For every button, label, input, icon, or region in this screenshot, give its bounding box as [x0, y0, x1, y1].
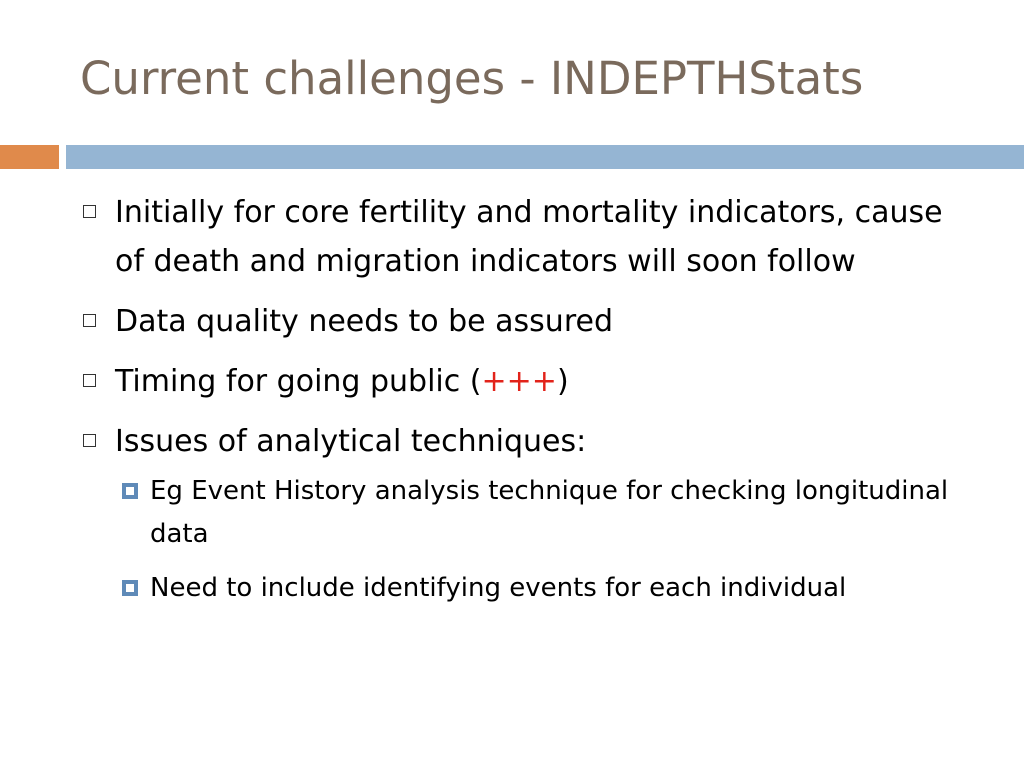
- bullet-item: [80, 417, 960, 466]
- bullet-text-part: Timing for going public (: [115, 364, 482, 399]
- sub-bullet-text: Need to include identifying events for each individual: [150, 573, 847, 603]
- hollow-square-icon: [83, 205, 96, 218]
- bullet-item: [80, 357, 960, 406]
- hollow-square-icon: [83, 314, 96, 327]
- emphasis-plus-marks: +++: [481, 364, 557, 399]
- bullet-text-part: ): [556, 364, 569, 399]
- bullet-text: Initially for core fertility and mortality indicators, cause of death and migration indicators will soon follow: [115, 195, 943, 279]
- sub-bullet-text: Eg Event History analysis technique for checking longitudinal data: [150, 476, 949, 549]
- bullet-item: [80, 297, 960, 346]
- hollow-square-icon: [83, 434, 96, 447]
- filled-square-icon: [122, 580, 138, 596]
- hollow-square-icon: [83, 374, 96, 387]
- slide-title: Current challenges - INDEPTHStats: [80, 52, 864, 105]
- bullet-text: Issues of analytical techniques:: [115, 424, 587, 459]
- title-rule-accent-left: [0, 145, 59, 169]
- bullet-text: Data quality needs to be assured: [115, 304, 613, 339]
- bullet-item: [80, 188, 960, 286]
- filled-square-icon: [122, 483, 138, 499]
- sub-bullet-item: [80, 470, 960, 556]
- sub-bullet-item: [80, 567, 960, 610]
- slide-content: [80, 188, 960, 621]
- title-rule-accent-right: [66, 145, 1024, 169]
